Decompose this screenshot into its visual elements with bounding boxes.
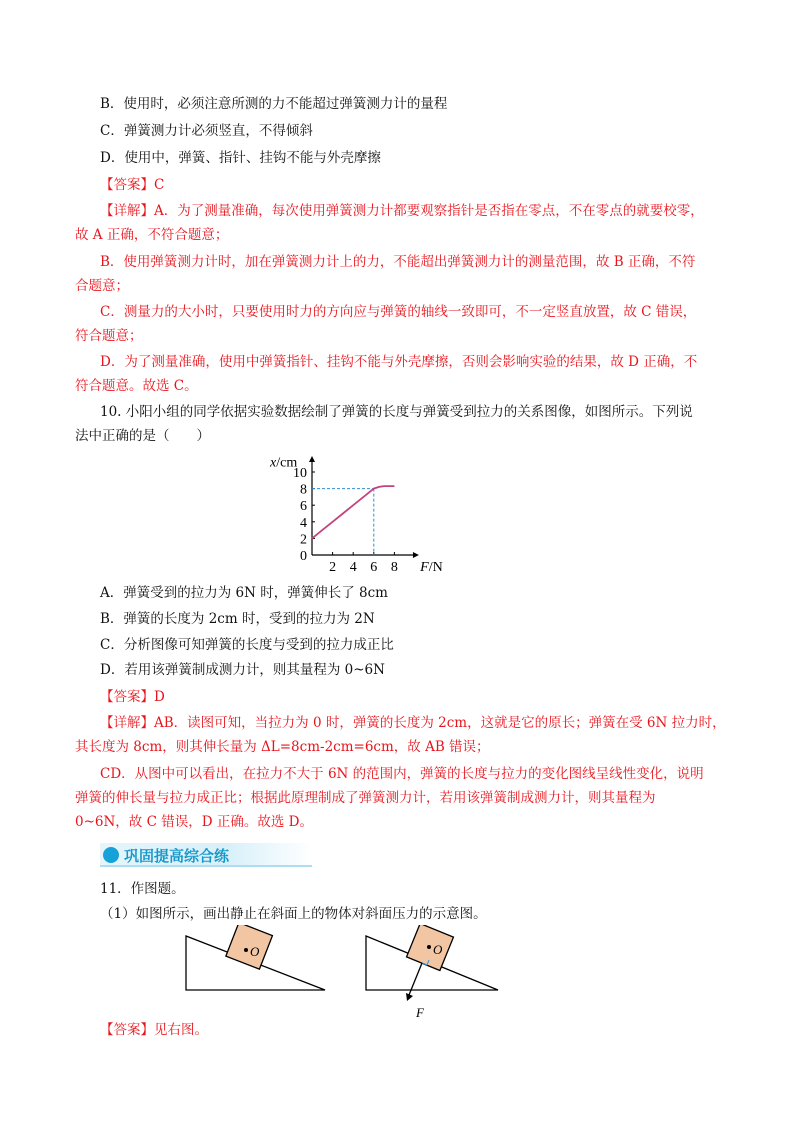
q9-detail-line: C．测量力的大小时，只要使用时力的方向应与弹簧的轴线一致即可，不一定竖直放置，故 C 错误， bbox=[100, 304, 697, 320]
x-tick-label: 6 bbox=[370, 560, 378, 575]
point-o-label: O bbox=[250, 944, 260, 959]
q10-detail-line: CD．从图中可以看出，在拉力不大于 6N 的范围内，弹簧的长度与拉力的变化图线呈线性变化，说明 bbox=[100, 766, 704, 782]
q9-option-c: C．弹簧测力计必须竖直，不得倾斜 bbox=[100, 123, 313, 139]
x-tick-label: 4 bbox=[349, 560, 357, 575]
q10-stem: 10. 小阳小组的同学依据实验数据绘制了弹簧的长度与弹簧受到拉力的关系图像，如图所示。下列说 bbox=[100, 404, 693, 420]
q9-option-d: D．使用中，弹簧、指针、挂钩不能与外壳摩擦 bbox=[100, 150, 381, 166]
x-axis-arrow-icon bbox=[413, 552, 419, 558]
q9-answer: 【答案】C bbox=[100, 177, 165, 193]
q9-detail-line: D．为了测量准确，使用中弹簧指针、挂钩不能与外壳摩擦，否则会影响实验的结果，故 D 正确，不 bbox=[100, 354, 698, 370]
q10-answer: 【答案】D bbox=[100, 689, 165, 705]
spring-length-chart bbox=[260, 445, 460, 575]
section-title: 巩固提高综合练 bbox=[124, 847, 230, 865]
q10-option-a: A．弹簧受到的拉力为 6N 时，弹簧伸长了 8cm bbox=[100, 585, 388, 601]
q9-detail-line: 符合题意； bbox=[75, 328, 143, 344]
y-tick-label: 0 bbox=[300, 549, 307, 564]
q11-answer: 【答案】见右图。 bbox=[100, 1022, 208, 1038]
incline-figure-right bbox=[360, 925, 510, 1020]
x-axis-label: F/N bbox=[420, 560, 443, 575]
bullet-dot-icon bbox=[103, 847, 119, 863]
q9-option-b: B．使用时，必须注意所测的力不能超过弹簧测力计的量程 bbox=[100, 96, 448, 112]
x-tick-label: 2 bbox=[329, 560, 337, 575]
y-axis-label: x/cm bbox=[270, 455, 298, 471]
series-line bbox=[312, 486, 394, 538]
y-tick-label: 6 bbox=[300, 499, 307, 515]
y-axis-arrow-icon bbox=[309, 456, 315, 462]
q10-option-c: C．分析图像可知弹簧的长度与受到的拉力成正比 bbox=[100, 637, 394, 653]
q10-stem: 法中正确的是（ ） bbox=[75, 428, 210, 444]
y-tick-label: 2 bbox=[300, 532, 307, 548]
center-point-dot bbox=[244, 948, 248, 952]
q11-part1: （1）如图所示，画出静止在斜面上的物体对斜面压力的示意图。 bbox=[100, 906, 487, 922]
center-point-dot bbox=[427, 945, 431, 949]
q9-detail-line: 故 A 正确，不符合题意； bbox=[75, 227, 229, 243]
q11-stem: 11．作图题。 bbox=[100, 881, 185, 897]
section-banner bbox=[100, 843, 312, 867]
q9-detail-line: B．使用弹簧测力计时，加在弹簧测力计上的力，不能超出弹簧测力计的测量范围，故 B 正确，不符 bbox=[100, 254, 696, 270]
force-f-label: F bbox=[416, 1005, 424, 1020]
y-tick-label: 10 bbox=[293, 466, 307, 481]
q10-detail-line: 弹簧的伸长量与拉力成正比；根据此原理制成了弹簧测力计，若用该弹簧制成测力计，则其量程为 bbox=[75, 790, 656, 806]
q9-detail-line: 【详解】A．为了测量准确，每次使用弹簧测力计都要观察指针是否指在零点，不在零点的就要校零， bbox=[100, 203, 704, 219]
point-o-label: O bbox=[433, 942, 443, 957]
x-tick-label: 8 bbox=[390, 560, 398, 575]
q10-detail-line: 其长度为 8cm，则其伸长量为 ΔL=8cm-2cm=6cm，故 AB 错误； bbox=[75, 739, 490, 755]
q10-option-b: B．弹簧的长度为 2cm 时，受到的拉力为 2N bbox=[100, 611, 375, 627]
q9-detail-line: 符合题意。故选 C。 bbox=[75, 378, 198, 394]
q10-detail-line: 【详解】AB．读图可知，当拉力为 0 时，弹簧的长度为 2cm，这就是它的原长；弹簧在受 6N 拉力时， bbox=[100, 715, 726, 731]
incline-figure-left bbox=[180, 925, 330, 995]
q9-detail-line: 合题意； bbox=[75, 278, 129, 294]
y-tick-label: 4 bbox=[300, 515, 307, 531]
q10-option-d: D．若用该弹簧制成测力计，则其量程为 0~6N bbox=[100, 662, 385, 678]
q10-detail-line: 0~6N，故 C 错误，D 正确。故选 D。 bbox=[75, 814, 313, 830]
y-tick-label: 8 bbox=[300, 482, 307, 498]
